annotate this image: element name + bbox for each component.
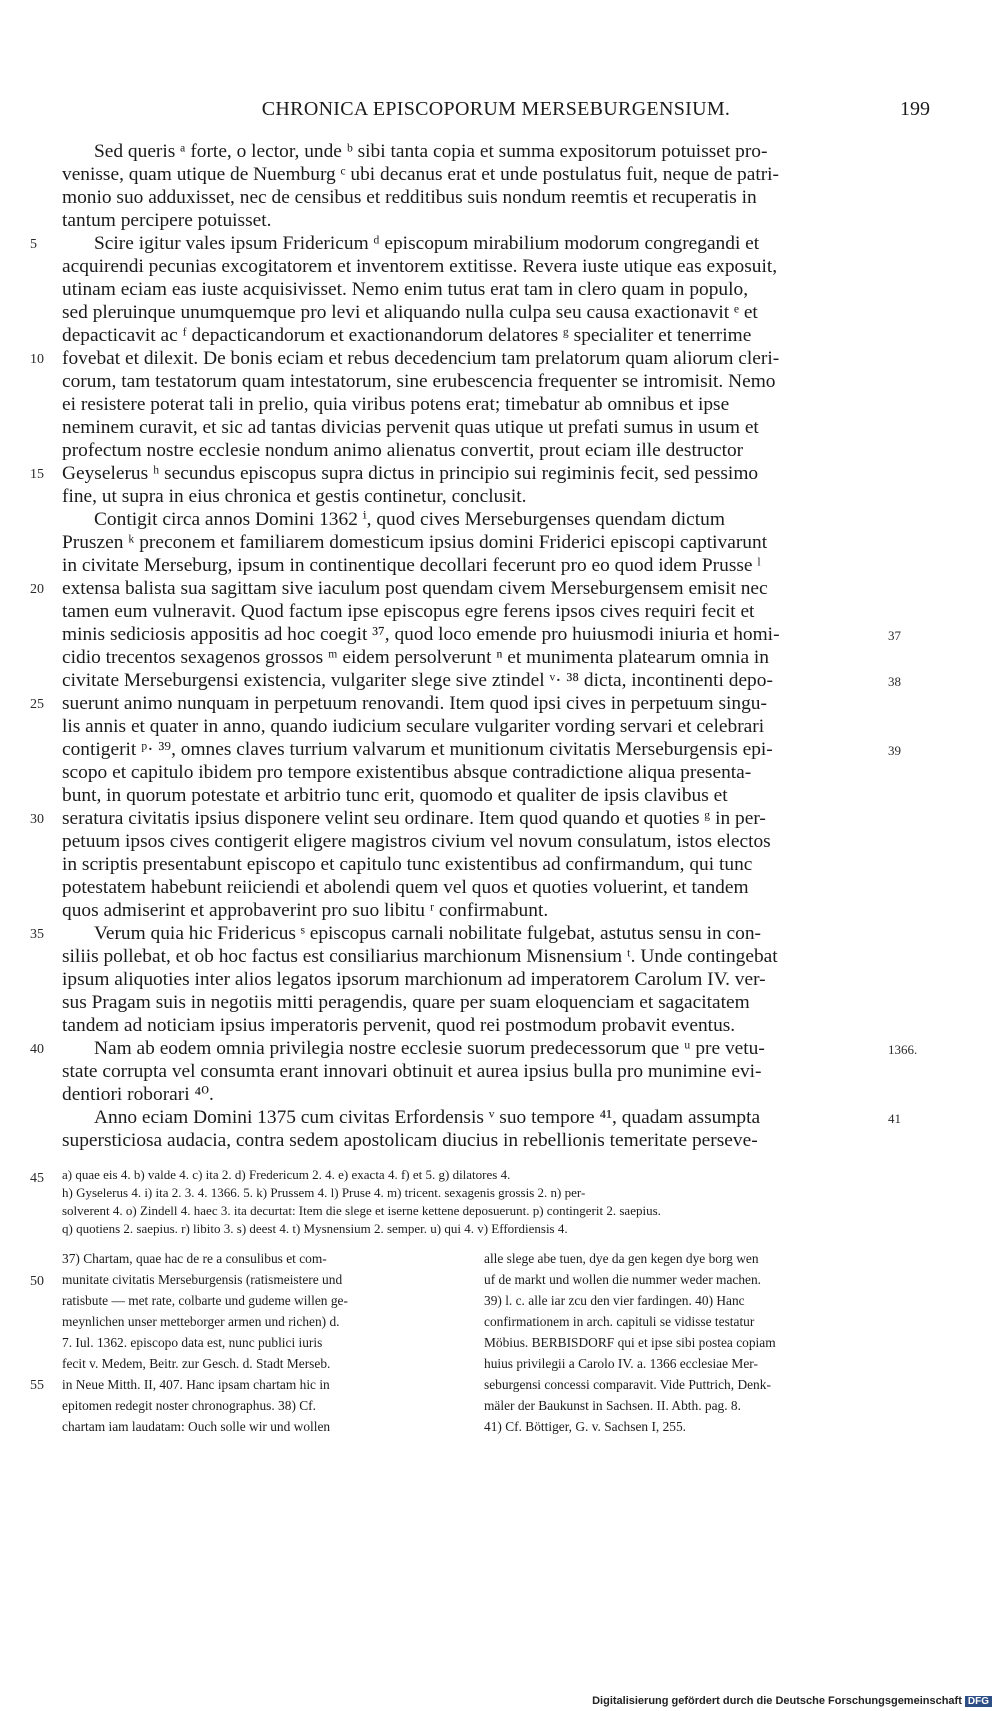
- text-line: ipsum aliquoties inter alios legatos ipsorum marchionum ad imperatorem Carolum IV. ver-: [62, 969, 766, 990]
- margin-note: 1366.: [888, 1042, 918, 1057]
- margin-note: 37: [888, 628, 901, 643]
- note-line: epitomen redegit noster chronographus. 38) Cf.: [62, 1398, 316, 1413]
- text-line: seratura civitatis ipsius disponere velint seu ordinare. Item quod quando et quoties ᵍ in per-: [62, 808, 766, 829]
- text-line: in scriptis presentabunt episcopo et capitulo tunc existentibus ad confirmandum, qui tunc: [62, 854, 753, 875]
- apparatus-line: a) quae eis 4. b) valde 4. c) ita 2. d) Fredericum 2. 4. e) exacta 4. f) et 5. g) dilatores 4.: [62, 1167, 511, 1182]
- text-line: siliis pollebat, et ob hoc factus est consiliarius marchionum Misnensium ᵗ. Unde contingebat: [62, 946, 778, 967]
- text-line: bunt, in quorum potestate et arbitrio tunc erit, quomodo et qualiter de ipsis clavibus et: [62, 785, 728, 806]
- text-line: in civitate Merseburg, ipsum in continentique decollari fecerunt pro eo quod idem Prusse ˡ: [62, 555, 761, 576]
- note-line: seburgensi concessi comparavit. Vide Puttrich, Denk-: [484, 1377, 771, 1392]
- line-number: 40: [30, 1042, 44, 1057]
- line-number: 20: [30, 582, 44, 597]
- text-line: suerunt animo nunquam in perpetuum renovandi. Item quod ipsi cives in perpetuum singu-: [62, 693, 767, 714]
- footer-text: Digitalisierung gefördert durch die Deutsche Forschungsgemeinschaft: [592, 1695, 962, 1707]
- note-line: 39) l. c. alle iar zcu den vier fardingen. 40) Hanc: [484, 1293, 745, 1308]
- note-line: meynlichen unser metteborger armen und richen) d.: [62, 1314, 340, 1329]
- text-line: state corrupta vel consumta erant innovari obtinuit et aurea ipsius bulla pro munimine evi-: [62, 1061, 762, 1082]
- text-line: Scire igitur vales ipsum Fridericum ᵈ episcopum mirabilium modorum congregandi et: [94, 233, 760, 254]
- note-line: chartam iam laudatam: Ouch solle wir und wollen: [62, 1419, 331, 1434]
- line-number: 30: [30, 812, 44, 827]
- text-line: Nam ab eodem omnia privilegia nostre ecclesie suorum predecessorum que ᵘ pre vetu-: [94, 1038, 765, 1059]
- note-line: uf de markt und wollen die nummer weder machen.: [484, 1272, 762, 1287]
- text-line: profectum nostre ecclesie nondum animo alienatus convertit, prout eciam ille destructor: [62, 440, 744, 461]
- text-line: Verum quia hic Fridericus ˢ episcopus carnali nobilitate fulgebat, astutus sensu in con-: [94, 923, 762, 944]
- margin-note: 38: [888, 674, 901, 689]
- text-line: potestatem habebunt reiiciendi et abolendi quem vel quos et quoties voluerint, et tandem: [62, 877, 749, 898]
- digitization-footer: [592, 1695, 992, 1707]
- text-line: extensa balista sua sagittam sive iaculum post quendam civem Merseburgensem emisit nec: [62, 578, 768, 599]
- line-number: 25: [30, 697, 44, 712]
- apparatus-line: solverent 4. o) Zindell 4. haec 3. ita decurtat: Item die slege et iserne kettene deposuerunt. p) contingerit 2. saepius.: [62, 1203, 661, 1218]
- text-line: civitate Merseburgensi existencia, vulgariter slege sive ztindel ᵛ· ³⁸ dicta, incontinenti depo-: [62, 670, 773, 691]
- text-line: sus Pragam suis in negotiis mitti peragendis, quare per suam eloquenciam et sagacitatem: [62, 992, 750, 1013]
- apparatus-line: h) Gyselerus 4. i) ita 2. 3. 4. 1366. 5. k) Prussem 4. l) Pruse 4. m) tricent. sexagenis grossis 2. n) per-: [62, 1185, 586, 1200]
- text-line: fovebat et dilexit. De bonis eciam et rebus decedencium tam prelatorum quam aliorum cleri-: [62, 348, 780, 369]
- note-line: alle slege abe tuen, dye da gen kegen dye borg wen: [484, 1251, 759, 1266]
- dfg-logo: DFG: [965, 1696, 992, 1707]
- page-number: 199: [900, 98, 930, 120]
- page-title: CHRONICA EPISCOPORUM MERSEBURGENSIUM.: [261, 98, 731, 120]
- line-number: 10: [30, 352, 44, 367]
- running-header: [62, 98, 930, 128]
- text-line: scopo et capitulo ibidem pro tempore existentibus absque contradictione aliqua presenta-: [62, 762, 752, 783]
- note-line: 37) Chartam, quae hac de re a consulibus et com-: [62, 1251, 327, 1266]
- text-line: utinam eciam eas iuste acquisivisset. Nemo enim tutus erat tam in clero quam in populo,: [62, 279, 749, 300]
- text-line: tamen eum vulneravit. Quod factum ipse episcopus egre ferens ipsos cives requiri fecit et: [62, 601, 755, 622]
- text-line: neminem curavit, et sic ad tantas divicias pervenit quas utique ut prefati sumus in usum et: [62, 417, 759, 438]
- text-line: Contigit circa annos Domini 1362 ⁱ, quod cives Merseburgenses quendam dictum: [94, 509, 725, 530]
- text-line: cidio trecentos sexagenos grossos ᵐ eidem persolverunt ⁿ et munimenta platearum omnia in: [62, 647, 770, 668]
- line-number: 50: [30, 1274, 44, 1289]
- text-line: monio suo adduxisset, nec de censibus et redditibus suis nondum reemtis et recuperatis in: [62, 187, 757, 208]
- text-line: Anno eciam Domini 1375 cum civitas Erfordensis ᵛ suo tempore ⁴¹, quadam assumpta: [94, 1107, 761, 1128]
- text-line: lis annis et quater in anno, quando iudicium seculare vulgariter vording servari et celebrari: [62, 716, 765, 737]
- note-line: munitate civitatis Merseburgensis (ratismeistere und: [62, 1272, 343, 1287]
- text-line: Pruszen ᵏ preconem et familiarem domesticum ipsius domini Friderici episcopi captivarunt: [62, 532, 768, 553]
- line-number: 45: [30, 1171, 44, 1186]
- text-line: fine, ut supra in eius chronica et gestis continetur, conclusit.: [62, 486, 527, 507]
- note-line: confirmationem in arch. capituli se vidisse testatur: [484, 1314, 755, 1329]
- text-line: depacticavit ac ᶠ depacticandorum et exactionandorum delatores ᵍ specialiter et tenerrime: [62, 325, 752, 346]
- text-line: Geyselerus ʰ secundus episcopus supra dictus in principio sui regiminis fecit, sed pessimo: [62, 463, 759, 484]
- note-line: fecit v. Medem, Beitr. zur Gesch. d. Stadt Merseb.: [62, 1356, 331, 1371]
- margin-note: 39: [888, 743, 901, 758]
- text-line: supersticiosa audacia, contra sedem apostolicam diucius in rebellionis temeritate perseve-: [62, 1130, 758, 1151]
- text-line: sed pleruinque unumquemque pro levi et aliquando nulla culpa seu causa exactionavit ᵉ et: [62, 302, 758, 323]
- note-line: huius privilegii a Carolo IV. a. 1366 ecclesiae Mer-: [484, 1356, 758, 1371]
- line-number: 5: [30, 237, 37, 252]
- apparatus-line: q) quotiens 2. saepius. r) libito 3. s) deest 4. t) Mysnensium 2. semper. u) qui 4. v) Effordiensis 4.: [62, 1221, 568, 1236]
- text-line: contigerit ᵖ· ³⁹, omnes claves turrium valvarum et munitionum civitatis Merseburgensis epi-: [62, 739, 773, 760]
- note-line: 7. Iul. 1362. episcopo data est, nunc publici iuris: [62, 1335, 323, 1350]
- text-line: acquirendi pecunias excogitatorem et inventorem extitisse. Revera iuste utique eas exposuit,: [62, 256, 778, 277]
- text-line: Sed queris ᵃ forte, o lector, unde ᵇ sibi tanta copia et summa expositorum potuisset pro-: [94, 141, 768, 162]
- text-line: ei resistere poterat tali in prelio, quia viribus potens erat; timebatur ab omnibus et ipse: [62, 394, 730, 415]
- text-line: tandem ad noticiam ipsius imperatoris pervenit, quod rei postmodum probavit eventus.: [62, 1015, 736, 1036]
- margin-note: 41: [888, 1111, 901, 1126]
- line-number: 55: [30, 1378, 44, 1393]
- line-number: 15: [30, 467, 44, 482]
- note-line: Möbius. BERBISDORF qui et ipse sibi postea copiam: [484, 1335, 776, 1350]
- note-line: in Neue Mitth. II, 407. Hanc ipsam chartam hic in: [62, 1377, 330, 1392]
- text-line: petuum ipsos cives contigerit eligere magistros civium vel novum consulatum, istos electos: [62, 831, 771, 852]
- text-line: venisse, quam utique de Nuemburg ᶜ ubi decanus erat et unde postulatus fuit, neque de patri-: [62, 164, 780, 185]
- text-line: corum, tam testatorum quam intestatorum, sine erubescencia frequenter se intromisit. Nemo: [62, 371, 776, 392]
- note-line: 41) Cf. Böttiger, G. v. Sachsen I, 255.: [484, 1419, 687, 1434]
- text-line: quos admiserint et approbaverint pro suo libitu ʳ confirmabunt.: [62, 900, 549, 921]
- text-line: tantum percipere potuisset.: [62, 210, 272, 231]
- text-line: dentiori roborari ⁴⁰.: [62, 1084, 214, 1105]
- line-number: 35: [30, 927, 44, 942]
- text-line: minis sediciosis appositis ad hoc coegit ³⁷, quod loco emende pro huiusmodi iniuria et homi-: [62, 624, 780, 645]
- note-line: mäler der Baukunst in Sachsen. II. Abth. pag. 8.: [484, 1398, 741, 1413]
- note-line: ratisbute — met rate, colbarte und gudeme willen ge-: [62, 1293, 348, 1308]
